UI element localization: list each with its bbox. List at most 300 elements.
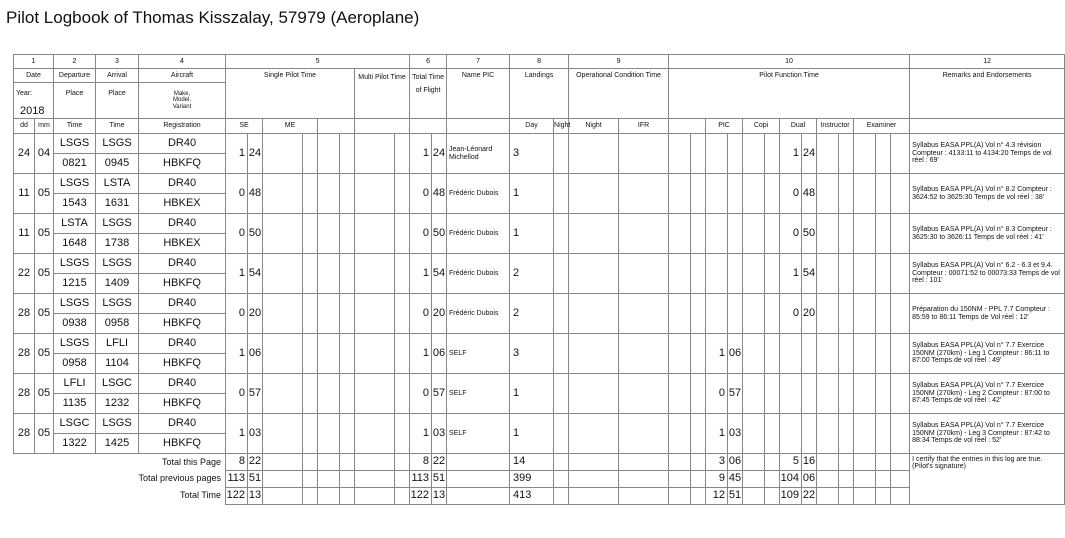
header-departure-place: Place [54,83,96,105]
empty-cell [318,454,340,471]
empty-cell [891,374,910,414]
flight-day: 11 [14,214,35,254]
multi-pilot-hours [355,134,395,174]
flight-row [14,214,1065,234]
pic-hours: 0 [706,374,728,414]
header-pic: PIC [706,119,743,134]
empty-cell [691,174,706,214]
flight-row [14,254,1065,274]
departure-time: 1322 [54,434,96,454]
op-ifr [619,334,669,374]
flight-day: 24 [14,134,35,174]
empty-cell [669,214,691,254]
empty-cell [318,334,340,374]
totals-label: Total this Page [161,456,221,467]
arrival-place: LFLI [96,334,139,354]
arrival-time: 1631 [96,194,139,214]
copi-hours [743,134,765,174]
me-minutes [303,374,318,414]
header-registration: Registration [139,119,226,134]
op-night [569,471,619,488]
empty-cell [891,174,910,214]
op-night [569,334,619,374]
pic-name: Frédéric Dubois [447,214,510,254]
arrival-place: LSGS [96,134,139,154]
flight-month: 05 [35,254,54,294]
empty-cell [340,334,355,374]
departure-place: LSTA [54,214,96,234]
total-hours: 0 [410,214,432,254]
op-night [569,488,619,505]
instructor-minutes [839,174,854,214]
se-hours: 1 [226,254,248,294]
landings-day: 3 [510,134,554,174]
pic-hours [706,174,728,214]
header-spacer [54,105,96,119]
flight-row [14,174,1065,194]
op-night [569,254,619,294]
empty-cell [318,294,340,334]
landings-day: 1 [510,374,554,414]
pic-minutes [728,134,743,174]
departure-place: LSGC [54,414,96,434]
dual-minutes: 22 [802,488,817,505]
departure-place: LSGS [54,294,96,314]
op-ifr [619,488,669,505]
header-ifr: IFR [619,119,669,134]
aircraft-registration: HBKFQ [139,314,226,334]
aircraft-type: DR40 [139,214,226,234]
landings-day: 2 [510,254,554,294]
instructor-minutes [839,214,854,254]
examiner-minutes [876,471,891,488]
se-hours: 0 [226,174,248,214]
dual-minutes: 24 [802,134,817,174]
instructor-hours [817,454,839,471]
se-hours: 8 [226,454,248,471]
departure-time: 1648 [54,234,96,254]
header-empty [910,119,1065,134]
header-examiner: Examiner [854,119,910,134]
op-night [569,214,619,254]
flight-row [14,374,1065,394]
instructor-hours [817,334,839,374]
flight-month: 05 [35,334,54,374]
instructor-minutes [839,334,854,374]
header-dd: dd [14,119,35,134]
se-hours: 113 [226,471,248,488]
header-single-pilot-time: Single Pilot Time [226,69,355,119]
examiner-hours [854,471,876,488]
header-copi: Copi [743,119,780,134]
arrival-place: LSGS [96,214,139,234]
remarks: Syllabus EASA PPL(A) Vol n° 7.7 Exercice 150NM (270km) - Leg 2 Compteur : 87:00 to 87:45 Temps de vol réel : 42' [910,374,1065,414]
copi-hours [743,488,765,505]
landings-day: 1 [510,214,554,254]
examiner-hours [854,334,876,374]
header-night: Night [554,119,569,134]
se-hours: 1 [226,414,248,454]
dual-minutes: 06 [802,471,817,488]
empty-cell [669,488,691,505]
arrival-place: LSGC [96,374,139,394]
empty-cell [669,454,691,471]
copi-hours [743,374,765,414]
examiner-minutes [876,334,891,374]
empty-cell [891,414,910,454]
flight-day: 28 [14,414,35,454]
pic-hours [706,134,728,174]
flight-day: 28 [14,334,35,374]
op-night [569,454,619,471]
column-numbers-row [14,55,1065,69]
multi-pilot-minutes [395,294,410,334]
header-day: Day [510,119,554,134]
empty-cell [691,471,706,488]
instructor-hours [817,414,839,454]
flight-row [14,414,1065,434]
instructor-hours [817,174,839,214]
empty-cell [340,488,355,505]
copi-hours [743,254,765,294]
header-me: ME [263,119,318,134]
header-empty [669,119,706,134]
instructor-minutes [839,294,854,334]
me-hours [263,134,303,174]
dual-hours [780,374,802,414]
me-hours [263,374,303,414]
departure-time: 0938 [54,314,96,334]
pic-name: SELF [447,334,510,374]
empty-cell [340,254,355,294]
empty-cell [691,488,706,505]
header-spacer [96,105,139,119]
remarks: Préparation du 150NM - PPL 7.7 Compteur : 85:59 to 86:11 Temps de Vol réel : 12' [910,294,1065,334]
landings-night [554,134,569,174]
empty-cell [340,374,355,414]
col-number: 5 [226,55,410,69]
arrival-time: 1232 [96,394,139,414]
header-se: SE [226,119,263,134]
col-number: 4 [139,55,226,69]
total-minutes: 48 [432,174,447,214]
se-minutes: 57 [248,374,263,414]
empty-cell [691,374,706,414]
header-mm: mm [35,119,54,134]
copi-minutes [765,214,780,254]
me-minutes [303,488,318,505]
examiner-minutes [876,254,891,294]
landings-night [554,254,569,294]
empty-cell [318,174,340,214]
instructor-hours [817,134,839,174]
pic-name: Jean-Léonard Michellod [447,134,510,174]
header-name-pic: Name PIC [447,69,510,119]
instructor-minutes [839,374,854,414]
flight-month: 05 [35,214,54,254]
me-minutes [303,254,318,294]
arrival-time: 1104 [96,354,139,374]
multi-pilot-hours [355,414,395,454]
remarks: Syllabus EASA PPL(A) Vol n° 4.3 révision Compteur : 4133:11 to 4134:20 Temps de vol réel : 69' [910,134,1065,174]
op-night [569,294,619,334]
copi-minutes [765,254,780,294]
subheader-row [14,119,1065,134]
dual-hours: 1 [780,254,802,294]
examiner-minutes [876,214,891,254]
op-ifr [619,374,669,414]
empty-cell [340,454,355,471]
copi-minutes [765,294,780,334]
examiner-minutes [876,454,891,471]
aircraft-registration: HBKFQ [139,354,226,374]
me-hours [263,334,303,374]
totals-label: Total Time [179,490,221,501]
totals-row [14,488,1065,505]
me-minutes [303,294,318,334]
examiner-hours [854,414,876,454]
pic-name: Frédéric Dubois [447,294,510,334]
se-minutes: 03 [248,414,263,454]
aircraft-type: DR40 [139,294,226,314]
header-op-night: Night [569,119,619,134]
header-landings: Landings [510,69,569,119]
total-minutes: 06 [432,334,447,374]
empty-cell [340,294,355,334]
examiner-hours [854,254,876,294]
departure-time: 0821 [54,154,96,174]
se-minutes: 48 [248,174,263,214]
flight-day: 22 [14,254,35,294]
total-minutes: 20 [432,294,447,334]
pic-minutes: 06 [728,454,743,471]
aircraft-type: DR40 [139,134,226,154]
col-number: 2 [54,55,96,69]
op-night [569,134,619,174]
instructor-hours [817,254,839,294]
op-night [569,414,619,454]
multi-pilot-minutes [395,174,410,214]
copi-minutes [765,134,780,174]
header-empty [410,119,447,134]
total-hours: 1 [410,334,432,374]
me-minutes [303,134,318,174]
empty-cell [691,294,706,334]
pic-minutes: 51 [728,488,743,505]
totals-label: Total previous pages [138,473,221,484]
multi-pilot-minutes [395,334,410,374]
copi-minutes [765,454,780,471]
instructor-minutes [839,471,854,488]
pic-minutes [728,254,743,294]
dual-minutes: 48 [802,174,817,214]
instructor-minutes [839,454,854,471]
empty-cell [691,254,706,294]
copi-minutes [765,488,780,505]
remarks: Syllabus EASA PPL(A) Vol n° 7.7 Exercice 150NM (270km) - Leg 1 Compteur : 86:11 to 87:00 Temps de vol réel : 49' [910,334,1065,374]
multi-pilot-minutes [395,134,410,174]
pic-name: SELF [447,414,510,454]
copi-minutes [765,471,780,488]
me-minutes [303,454,318,471]
empty-cell [318,414,340,454]
arrival-place: LSGS [96,294,139,314]
pic-hours [706,294,728,334]
departure-time: 1215 [54,274,96,294]
total-hours: 1 [410,414,432,454]
op-ifr [619,134,669,174]
arrival-time: 0945 [96,154,139,174]
se-hours: 1 [226,334,248,374]
flight-row [14,334,1065,354]
dual-minutes: 54 [802,254,817,294]
header-date: Date [14,69,54,83]
flight-day: 28 [14,374,35,414]
instructor-hours [817,214,839,254]
examiner-minutes [876,374,891,414]
empty-cell [691,414,706,454]
instructor-hours [817,471,839,488]
landings-day: 413 [510,488,554,505]
se-minutes: 20 [248,294,263,334]
se-hours: 0 [226,294,248,334]
op-ifr [619,471,669,488]
total-minutes: 50 [432,214,447,254]
departure-place: LSGS [54,174,96,194]
me-hours [263,294,303,334]
pic-minutes: 06 [728,334,743,374]
copi-minutes [765,334,780,374]
empty-cell [669,254,691,294]
landings-day: 399 [510,471,554,488]
pic-name: SELF [447,374,510,414]
landings-night [554,414,569,454]
me-minutes [303,174,318,214]
copi-minutes [765,374,780,414]
me-hours [263,454,303,471]
se-minutes: 24 [248,134,263,174]
op-ifr [619,254,669,294]
dual-hours: 1 [780,134,802,174]
total-minutes: 57 [432,374,447,414]
empty-cell [891,294,910,334]
instructor-minutes [839,488,854,505]
col-number: 8 [510,55,569,69]
empty-cell [891,471,910,488]
col-number: 7 [447,55,510,69]
me-hours [263,254,303,294]
departure-place: LSGS [54,334,96,354]
landings-night [554,454,569,471]
op-ifr [619,214,669,254]
pic-name: Frédéric Dubois [447,174,510,214]
dual-minutes: 20 [802,294,817,334]
landings-night [554,471,569,488]
examiner-hours [854,488,876,505]
departure-place: LSGS [54,254,96,274]
examiner-hours [854,174,876,214]
col-number: 9 [569,55,669,69]
instructor-minutes [839,414,854,454]
landings-day: 1 [510,174,554,214]
op-ifr [619,414,669,454]
empty-cell [340,134,355,174]
se-minutes: 54 [248,254,263,294]
departure-place: LSGS [54,134,96,154]
dual-minutes [802,374,817,414]
header-instructor: Instructor [817,119,854,134]
copi-hours [743,214,765,254]
me-minutes [303,214,318,254]
dual-hours: 0 [780,294,802,334]
instructor-hours [817,294,839,334]
dual-minutes: 50 [802,214,817,254]
logbook-table-wrapper [13,54,1065,505]
empty-cell [669,374,691,414]
flight-day: 11 [14,174,35,214]
empty-cell [340,414,355,454]
se-minutes: 50 [248,214,263,254]
dual-minutes [802,414,817,454]
arrival-place: LSGS [96,254,139,274]
se-hours: 0 [226,374,248,414]
total-minutes: 13 [432,488,447,505]
arrival-place: LSTA [96,174,139,194]
aircraft-registration: HBKFQ [139,154,226,174]
total-hours: 8 [410,454,432,471]
multi-pilot-minutes [395,254,410,294]
se-minutes: 22 [248,454,263,471]
copi-hours [743,414,765,454]
arrival-time: 1425 [96,434,139,454]
departure-time: 0958 [54,354,96,374]
flight-row [14,134,1065,154]
copi-hours [743,294,765,334]
aircraft-type: DR40 [139,174,226,194]
se-minutes: 51 [248,471,263,488]
multi-pilot-hours [355,454,395,471]
se-minutes: 13 [248,488,263,505]
total-hours: 0 [410,294,432,334]
empty-cell [318,471,340,488]
multi-pilot-minutes [395,214,410,254]
total-hours: 0 [410,374,432,414]
pic-hours: 3 [706,454,728,471]
empty-cell [318,488,340,505]
copi-hours [743,471,765,488]
examiner-hours [854,454,876,471]
certify-statement: I certify that the entries in this log are true. (Pilot's signature) [910,454,1065,505]
me-hours [263,174,303,214]
copi-minutes [765,414,780,454]
pic-hours: 9 [706,471,728,488]
multi-pilot-hours [355,374,395,414]
header-total-time-of-flight: Total Time of Flight [410,69,447,119]
multi-pilot-hours [355,334,395,374]
empty-cell [340,471,355,488]
aircraft-registration: HBKFQ [139,274,226,294]
examiner-minutes [876,174,891,214]
flight-month: 05 [35,374,54,414]
instructor-hours [817,374,839,414]
landings-day: 2 [510,294,554,334]
examiner-minutes [876,488,891,505]
me-minutes [303,471,318,488]
col-number: 3 [96,55,139,69]
empty-cell [669,334,691,374]
dual-hours: 5 [780,454,802,471]
pic-name-empty [447,471,510,488]
